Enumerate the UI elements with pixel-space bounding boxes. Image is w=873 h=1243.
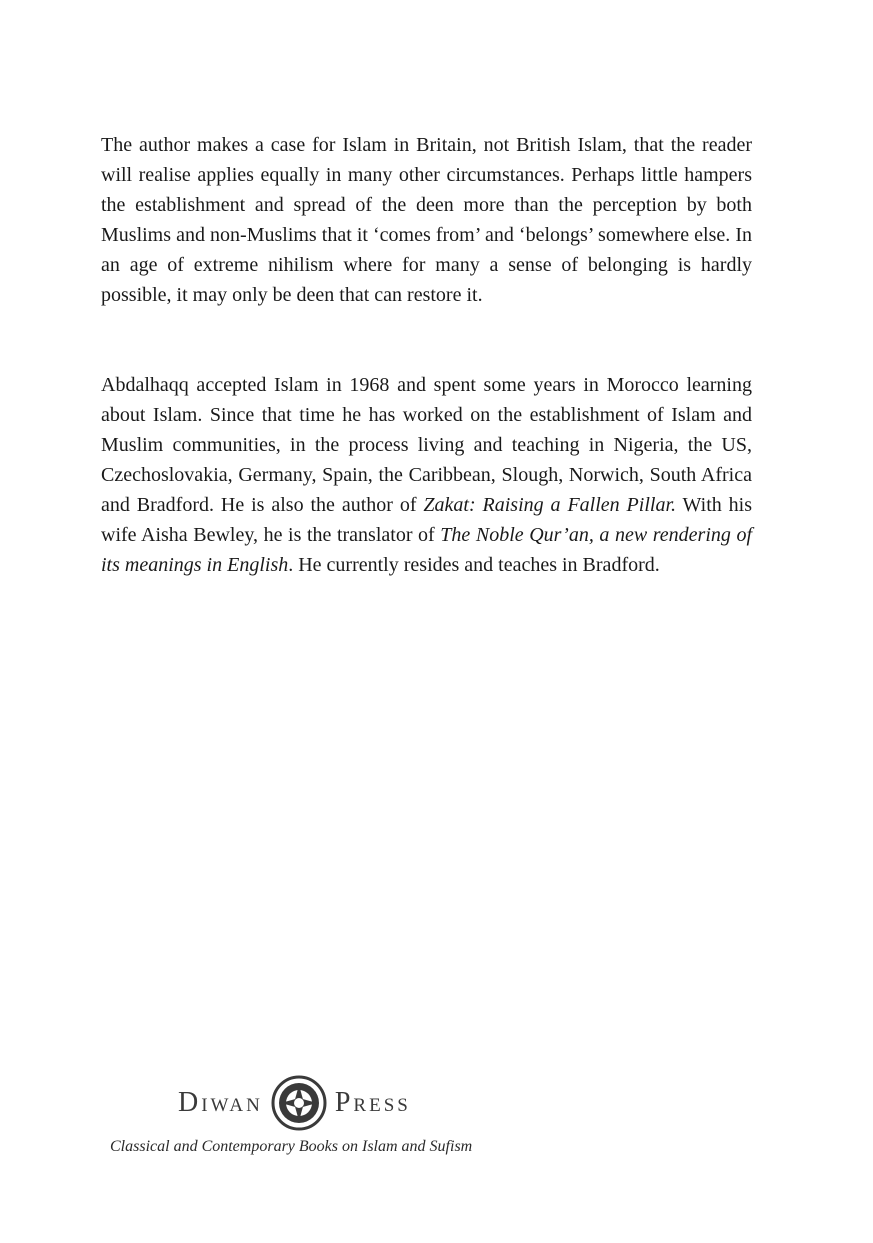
author-bio-text: Abdalhaqq accepted Islam in 1968 and spent some years in Morocco learning about Islam. Since that time he has worked on the establishment of Islam and Muslim communities, in the process living and teaching in Nigeria, the US, Czechoslovakia, Germany, Spain, the Caribbean, Slough, Norwich, South Africa and Bradford. He is also the author of xyxy=(101,374,752,516)
publisher-tagline: Classical and Contemporary Books on Islam and Sufism xyxy=(110,1138,473,1155)
publisher-logo xyxy=(178,1074,411,1132)
book-title-noble-quran: The Noble Qur’an, a new rendering of its meanings in English xyxy=(101,524,753,576)
publisher-name-press: PRESS xyxy=(334,1087,411,1118)
book-title-zakat: Zakat: Raising a Fallen Pillar. xyxy=(423,494,677,516)
publisher-name-diwan: DIWAN xyxy=(178,1087,263,1118)
author-bio-text: With his wife Aisha Bewley, he is the translator of xyxy=(101,494,752,546)
author-bio-text: . He currently resides and teaches in Bradford. xyxy=(288,554,660,576)
diwan-press-emblem-icon xyxy=(271,1075,327,1131)
blurb-paragraph: The author makes a case for Islam in Britain, not British Islam, that the reader will realise applies equally in many other circumstances. Perhaps little hampers the establishment and spread of the deen more than the perception by both Muslims and non-Muslims that it ‘comes from’ and ‘belongs’ somewhere else. In an age of extreme nihilism where for many a sense of belonging is hardly possible, it may only be deen that can restore it. xyxy=(101,134,752,306)
author-bio-paragraph xyxy=(101,370,752,580)
